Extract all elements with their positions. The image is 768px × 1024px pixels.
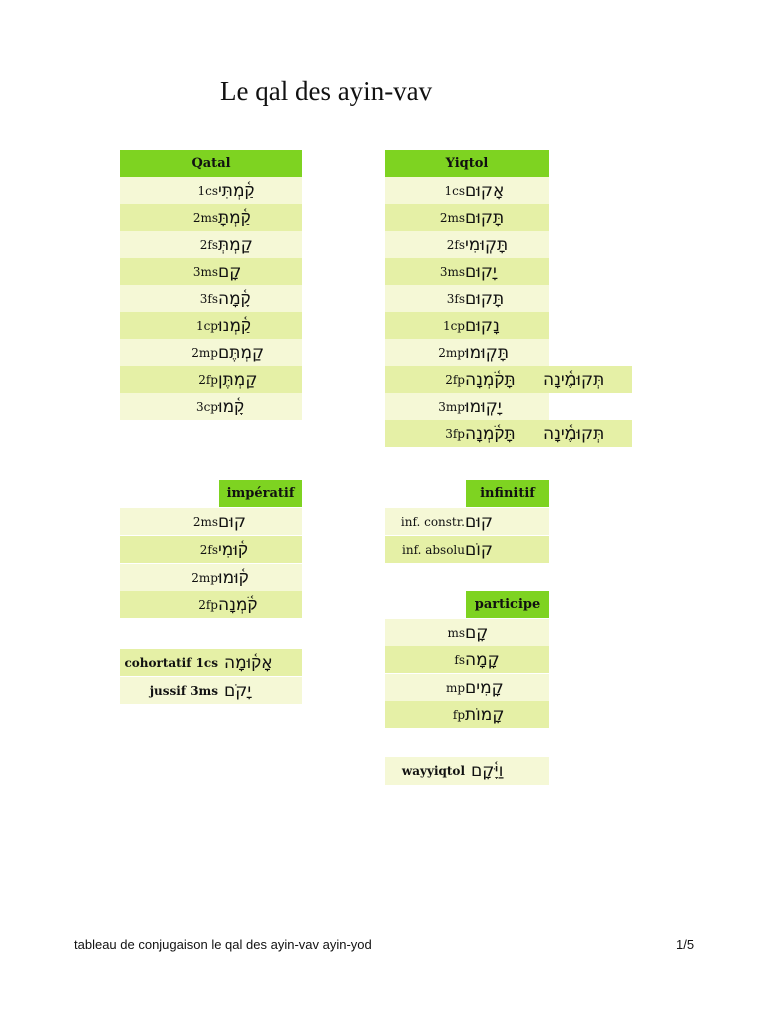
- person-label: 3mp: [438, 399, 465, 414]
- participe-header: participe: [466, 591, 549, 618]
- table-row: [120, 231, 302, 258]
- person-label: 2fs: [199, 237, 218, 252]
- person-label: 3ms: [192, 264, 218, 279]
- hebrew-form: יָקוּם: [465, 261, 497, 282]
- table-row: [120, 312, 302, 339]
- person-label: 1cp: [442, 318, 465, 333]
- table-row: [385, 757, 549, 785]
- person-label: 1cs: [444, 183, 465, 198]
- hebrew-form: קָמוֹת: [465, 704, 505, 725]
- hebrew-form: קָמִים: [465, 677, 504, 698]
- hebrew-form: תָּקֹ֫מְנָה: [465, 369, 516, 390]
- hebrew-form: קָ֫מָה: [218, 288, 251, 309]
- hebrew-form: קַ֫מְתָּ: [218, 207, 251, 228]
- person-label: 2ms: [192, 514, 218, 529]
- hebrew-form: יָקֹם: [224, 680, 252, 701]
- hebrew-form: קָם: [218, 261, 242, 282]
- table-row: [120, 536, 302, 563]
- hebrew-form: קָ֫מוּ: [218, 396, 245, 417]
- person-label: 2mp: [191, 345, 218, 360]
- hebrew-form: תָּקֹ֫מְנָה: [465, 423, 516, 444]
- form-label: inf. constr.: [400, 514, 465, 529]
- person-label: 2fs: [446, 237, 465, 252]
- table-row: [385, 258, 549, 285]
- person-label: 2fs: [199, 542, 218, 557]
- person-label: fs: [454, 652, 465, 667]
- qatal-header: Qatal: [120, 150, 302, 177]
- person-label: ms: [447, 625, 465, 640]
- person-label: mp: [445, 680, 465, 695]
- table-row: [385, 420, 632, 447]
- person-label: 3fs: [199, 291, 218, 306]
- hebrew-form: קָמָה: [465, 649, 500, 670]
- table-row: [385, 339, 549, 366]
- hebrew-form: ק֫וּמוּ: [218, 567, 249, 588]
- table-row: [120, 677, 302, 704]
- form-label: jussif 3ms: [149, 683, 218, 698]
- table-row: [385, 177, 549, 204]
- person-label: 2fp: [198, 597, 218, 612]
- hebrew-form: תָּקוּם: [465, 207, 505, 228]
- person-label: 1cp: [195, 318, 218, 333]
- hebrew-form: וַיָּ֫קָם: [471, 761, 504, 781]
- hebrew-form: קוּם: [218, 511, 246, 532]
- footer-text: tableau de conjugaison le qal des ayin-vav ayin-yod: [74, 937, 372, 952]
- page-title: Le qal des ayin-vav: [220, 76, 433, 106]
- table-row: [385, 701, 549, 728]
- form-label: wayyiqtol: [401, 764, 465, 778]
- table-row: [385, 619, 549, 646]
- hebrew-form: קֹ֫מְנָה: [218, 594, 258, 615]
- form-label: cohortatif 1cs: [124, 655, 218, 670]
- hebrew-form: אָקוּם: [465, 180, 505, 201]
- person-label: 3fs: [446, 291, 465, 306]
- table-row: [120, 564, 302, 591]
- person-label: 2ms: [192, 210, 218, 225]
- person-label: fp: [452, 707, 465, 722]
- hebrew-form: קַמְתֶּן: [218, 369, 258, 390]
- table-row: [385, 508, 549, 535]
- table-row: [120, 508, 302, 535]
- hebrew-form: ק֫וּמִי: [218, 539, 249, 560]
- hebrew-form: קַ֫מְתִּי: [218, 180, 255, 201]
- table-row: [120, 591, 302, 618]
- imperatif-header: impératif: [219, 480, 302, 507]
- table-row: [385, 536, 549, 563]
- table-row: [120, 204, 302, 231]
- table-row: [385, 285, 549, 312]
- yiqtol-header: Yiqtol: [385, 150, 549, 177]
- hebrew-form-alt: תְּקוּמֶ֫ינָה: [543, 369, 605, 390]
- hebrew-form: נָקוּם: [465, 315, 500, 336]
- person-label: 3ms: [439, 264, 465, 279]
- hebrew-form: קוֹם: [465, 539, 493, 560]
- infinitif-header: infinitif: [466, 480, 549, 507]
- person-label: 1cs: [197, 183, 218, 198]
- person-label: 2fp: [445, 372, 465, 387]
- table-row: [120, 649, 302, 676]
- table-row: [385, 366, 632, 393]
- hebrew-form: קוּם: [465, 511, 493, 532]
- table-row: [385, 646, 549, 673]
- page-number: 1/5: [676, 937, 695, 952]
- person-label: 3fp: [445, 426, 465, 441]
- table-row: [385, 674, 549, 701]
- hebrew-form: תָּקֽוּמוּ: [465, 342, 510, 363]
- person-label: 2mp: [191, 570, 218, 585]
- table-row: [385, 312, 549, 339]
- table-row: [120, 339, 302, 366]
- hebrew-form: קַ֫מְנוּ: [218, 315, 252, 336]
- table-row: [120, 285, 302, 312]
- hebrew-form: יָקֽוּמוּ: [465, 396, 502, 417]
- hebrew-form-alt: תְּקוּמֶ֫ינָה: [543, 423, 605, 444]
- person-label: 2mp: [438, 345, 465, 360]
- table-row: [385, 393, 549, 420]
- hebrew-form: אָק֫וּמָה: [224, 652, 273, 673]
- form-label: inf. absolu: [402, 542, 465, 557]
- hebrew-form: קַמְתֶּם: [218, 342, 265, 363]
- person-label: 2ms: [439, 210, 465, 225]
- person-label: 3cp: [195, 399, 218, 414]
- table-row: [120, 258, 302, 285]
- hebrew-form: תָּקֽוּמִי: [465, 234, 509, 255]
- hebrew-form: קָם: [465, 622, 489, 643]
- hebrew-form: קַמְתְּ: [218, 234, 253, 255]
- hebrew-form: תָּקוּם: [465, 288, 505, 309]
- table-row: [120, 177, 302, 204]
- table-row: [120, 393, 302, 420]
- person-label: 2fp: [198, 372, 218, 387]
- table-row: [385, 231, 549, 258]
- table-row: [120, 366, 302, 393]
- table-row: [385, 204, 549, 231]
